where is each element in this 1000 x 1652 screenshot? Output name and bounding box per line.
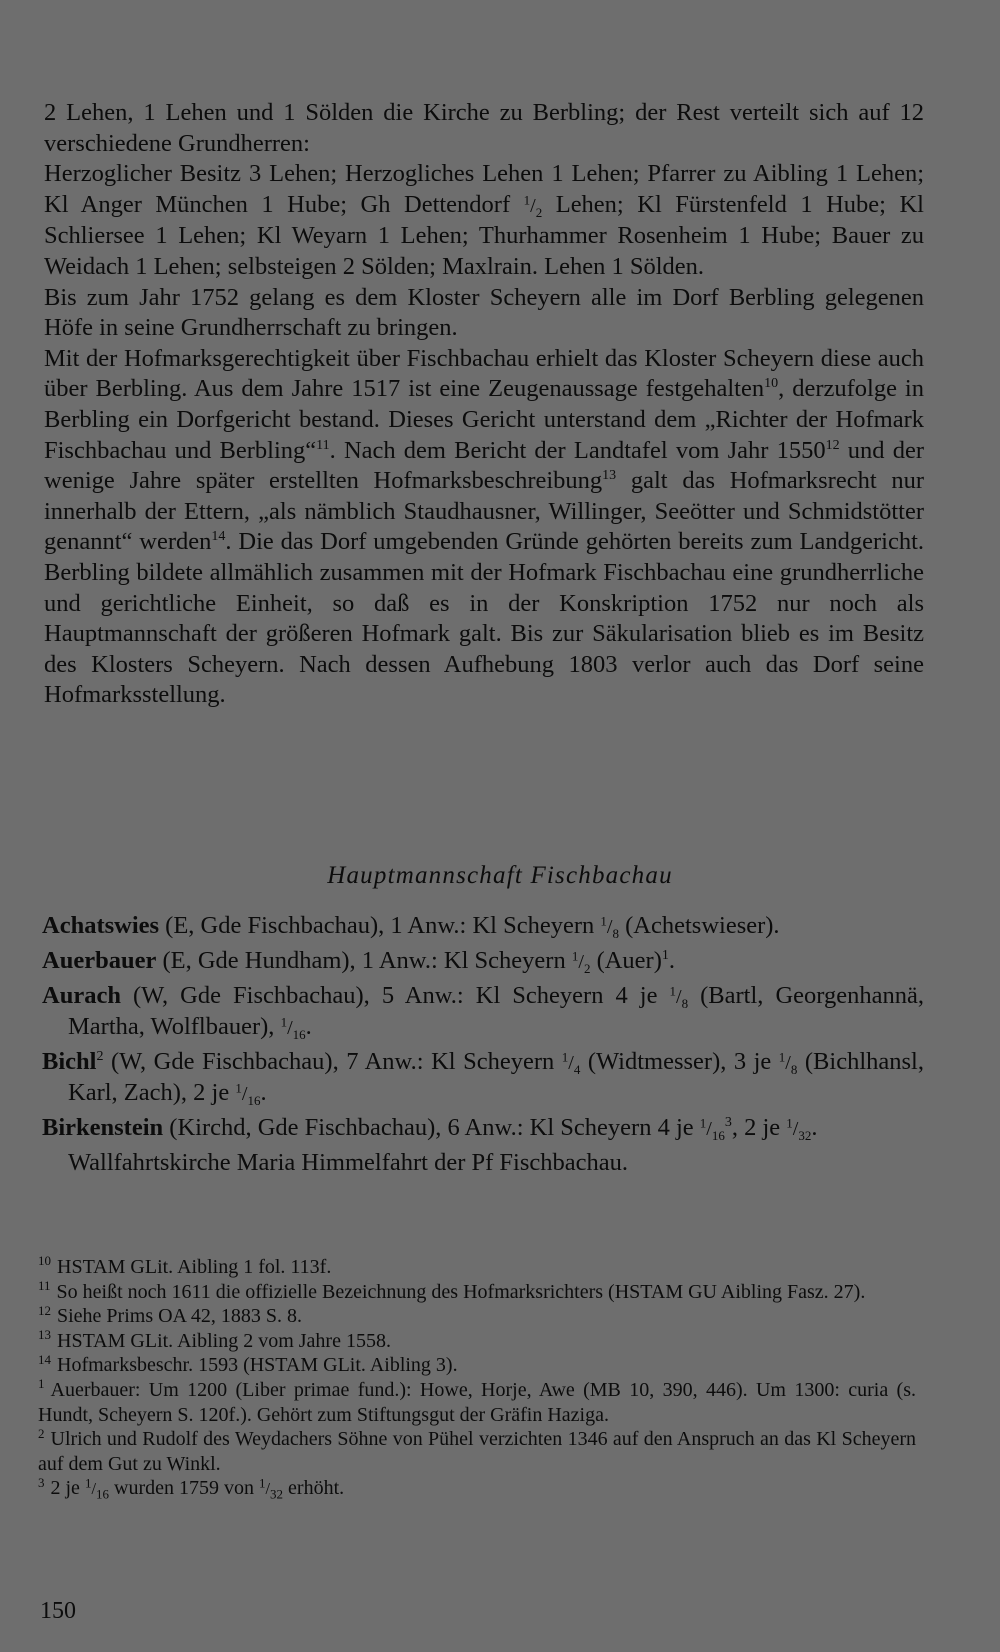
fraction-numerator: 1 [561,1049,569,1065]
fraction-numerator: 1 [258,1475,266,1491]
footnote [38,1476,916,1502]
fraction-numerator: 1 [235,1080,242,1096]
entry-birkenstein [42,1113,924,1144]
paragraph-1752 [44,283,924,344]
fraction: $^1/_2$ [523,192,543,220]
footnote-number: 14 [38,1351,51,1367]
paragraph-hofmark [44,344,924,711]
footnote [38,1378,916,1427]
footnote-number: 11 [38,1277,51,1293]
footnote-text: HSTAM GLit. Aibling 1 fol. 113f. [57,1256,332,1278]
text-span: Bis zum Jahr 1752 gelang es dem Kloster Scheyern alle im Dorf Berbling gelegenen Höfe in seine Grundherrschaft zu bringen. [44,283,924,342]
footnote-text: Ulrich und Rudolf des Weydachers Söhne von Pühel verzichten 1346 auf den Anspruch an das Kl Scheyern auf dem Gut zu Winkl. [38,1428,916,1475]
text-span: (W, Gde Fischbachau), 7 Anw.: Kl Scheyern [103,1048,562,1075]
entry-list [42,911,924,1178]
footnote-text: Auerbauer: Um 1200 (Liber primae fund.): Howe, Horje, Awe (MB 10, 390, 446). Um 1300: curia (s. Hundt, Scheyern S. 120f.). Gehört zum Stiftungsgut der Gräfin Haziga. [38,1378,916,1426]
footnote [38,1329,916,1354]
paragraph-grundherren [44,98,924,283]
fraction-denominator: 32 [798,1128,812,1144]
footnote [38,1304,916,1329]
fraction: $^1/_8$ [669,983,689,1012]
entry-achatswies [42,911,924,942]
fraction-numerator: 1 [600,913,607,929]
entry-aurach [42,981,924,1043]
footnote [38,1277,916,1305]
text-span: , 2 je [731,1114,787,1141]
footnote-text: Siehe Prims OA 42, 1883 S. 8. [57,1305,303,1328]
fraction-denominator: 8 [681,996,689,1012]
footnote [38,1255,916,1280]
entry-name: Achatswies [42,912,160,939]
fraction-numerator: 1 [523,192,531,208]
footnote-number: 13 [38,1327,51,1343]
text-span: . [668,947,675,974]
text-span: (Widtmesser), 3 je [580,1048,779,1075]
entry-name: Aurach [42,982,121,1009]
fraction-denominator: 4 [573,1062,581,1078]
footnote [38,1427,916,1476]
fraction: $^1/_2$ [571,948,591,977]
fraction: $^1/_8$ [600,913,619,942]
fraction: $^1/_{32}$ [258,1475,284,1502]
entry-name: Bichl [42,1048,97,1075]
footnote-ref: 11 [316,437,330,453]
text-span: . [811,1114,818,1141]
page-number: 150 [40,1598,76,1624]
text-span: , derzufolge in Berbling ein Dorfgericht bestand. Dieses Gericht unterstand dem „Richter der Hofmark Fischbachau und Berbling“ [44,375,924,464]
footnote-text: Hofmarksbeschr. 1593 (HSTAM GLit. Aibling 3). [57,1354,458,1377]
text-span: (E, Gde Hundham), 1 Anw.: Kl Scheyern [156,947,572,974]
fraction-denominator: 16 [96,1486,109,1502]
fraction-denominator: 16 [711,1128,725,1144]
fraction-numerator: 1 [571,948,579,964]
footnote-ref: 14 [211,529,226,545]
footnote-ref: 1 [661,947,669,963]
fraction-numerator: 1 [699,1115,707,1131]
fraction: $^1/_8$ [778,1049,798,1078]
fraction-denominator: 32 [270,1486,284,1502]
fraction: $^1/_4$ [561,1049,581,1078]
text-span: . Die das Dorf umgebenden Gründe gehörten bereits zum Landgericht. Berbling bildete allmählich zusammen mit der Hofmark Fischbachau eine grundherrliche und gerichtliche Einheit, so daß es in der Konskription 1752 nur noch als Hauptmannschaft der größeren Hofmark galt. Bis zur Säkularisation blieb es im Besitz des Klosters Scheyern. Nach dessen Aufhebung 1803 verlor auch das Dorf seine Hofmarksstellung. [44,528,924,709]
section-heading: Hauptmannschaft Fischbachau [327,862,673,889]
entry-name: Auerbauer [42,947,157,974]
footnote-text: HSTAM GLit. Aibling 2 vom Jahre 1558. [57,1329,391,1352]
fraction-denominator: 16 [292,1027,306,1043]
text-span: (Achetswieser). [619,912,780,939]
body-text [44,98,924,711]
footnotes [38,1255,916,1502]
text-span: (W, Gde Fischbachau), 5 Anw.: Kl Scheyern 4 je [120,982,670,1009]
fraction-numerator: 1 [280,1014,288,1030]
text-span: . [305,1013,312,1040]
text-span: Herzoglicher Besitz 3 Lehen; Herzogliches Lehen 1 Lehen; Pfarrer zu Aibling 1 Lehen; Kl Anger München 1 Hube; Gh Dettendorf [44,160,924,218]
footnote-ref: 2 [96,1048,104,1064]
fraction: $^1/_{16}$ [84,1475,109,1502]
fraction-numerator: 1 [786,1115,793,1131]
text-span: Lehen; Kl Fürstenfeld 1 Hube; Kl Schliersee 1 Lehen; Kl Weyarn 1 Lehen; Thurhammer Rosenheim 1 Hube; Bauer zu Weidach 1 Lehen; selbsteigen 2 Sölden; Maxlrain. Lehen 1 Sölden. [44,190,924,280]
text-span: Mit der Hofmarksgerechtigkeit über Fischbachau erhielt das Kloster Scheyern diese auch über Berbling. Aus dem Jahre 1517 ist eine Zeugenaussage festgehalten [44,344,924,403]
fraction-denominator: 8 [790,1062,798,1078]
fraction: $^1/_{16}$ [280,1014,306,1043]
text-span: galt das Hofmarksrecht nur innerhalb der Ettern, „als nämblich Staudhausner, Willinger, Seeötter und Schmidstötter genannt“ werden [44,467,924,556]
text-span: 2 Lehen, 1 Lehen und 1 Sölden die Kirche zu Berbling; der Rest verteilt sich auf 12 verschiedene Grundherren: [44,99,924,157]
text-span: und der wenige Jahre später erstellten Hofmarksbeschreibung [44,436,924,495]
footnote-text: wurden 1759 von [109,1477,259,1500]
footnote-number: 2 [38,1425,45,1441]
fraction: $^1/_{16}$ [235,1080,261,1109]
entry-name: Birkenstein [42,1114,164,1141]
entry-auerbauer [42,946,924,977]
footnote-ref: 13 [602,467,617,483]
fraction-denominator: 2 [535,204,543,220]
fraction-denominator: 8 [612,926,619,942]
fraction-denominator: 16 [247,1093,261,1109]
text-span: (Bichlhansl, Karl, Zach), 2 je [68,1048,924,1106]
footnote-text: erhöht. [283,1477,345,1500]
footnote-ref: 12 [825,437,840,453]
text-span: . Nach dem Bericht der Landtafel vom Jahr 1550 [329,436,826,464]
footnote-number: 3 [38,1474,45,1490]
footnote [38,1353,916,1378]
text-span: . [260,1079,267,1106]
text-span: (Auer) [590,947,662,974]
text-span: (Bartl, Georgenhannä, Martha, Wolflbauer), [68,982,924,1040]
entry-birkenstein-note: Wallfahrtskirche Maria Himmelfahrt der Pf Fischbachau. [68,1149,628,1176]
footnote-text: So heißt noch 1611 die offizielle Bezeichnung des Hofmarksrichters (HSTAM GU Aibling Fasz. 27). [56,1280,866,1303]
fraction: $^1/_{16}$ [699,1115,725,1144]
footnote-number: 10 [38,1253,51,1269]
footnote-number: 12 [38,1302,51,1318]
text-span: (E, Gde Fischbachau), 1 Anw.: Kl Scheyern [159,912,601,939]
fraction-numerator: 1 [84,1475,92,1491]
footnote-ref: 3 [724,1114,732,1130]
fraction-numerator: 1 [778,1049,786,1065]
footnote-text: 2 je [50,1477,85,1500]
entry-bichl [42,1047,924,1109]
fraction-numerator: 1 [669,983,677,999]
footnote-ref: 10 [764,376,779,392]
text-span: (Kirchd, Gde Fischbachau), 6 Anw.: Kl Scheyern 4 je [163,1114,700,1141]
fraction-denominator: 2 [583,961,591,977]
fraction: $^1/_{32}$ [786,1115,812,1144]
footnote-number: 1 [38,1376,45,1392]
